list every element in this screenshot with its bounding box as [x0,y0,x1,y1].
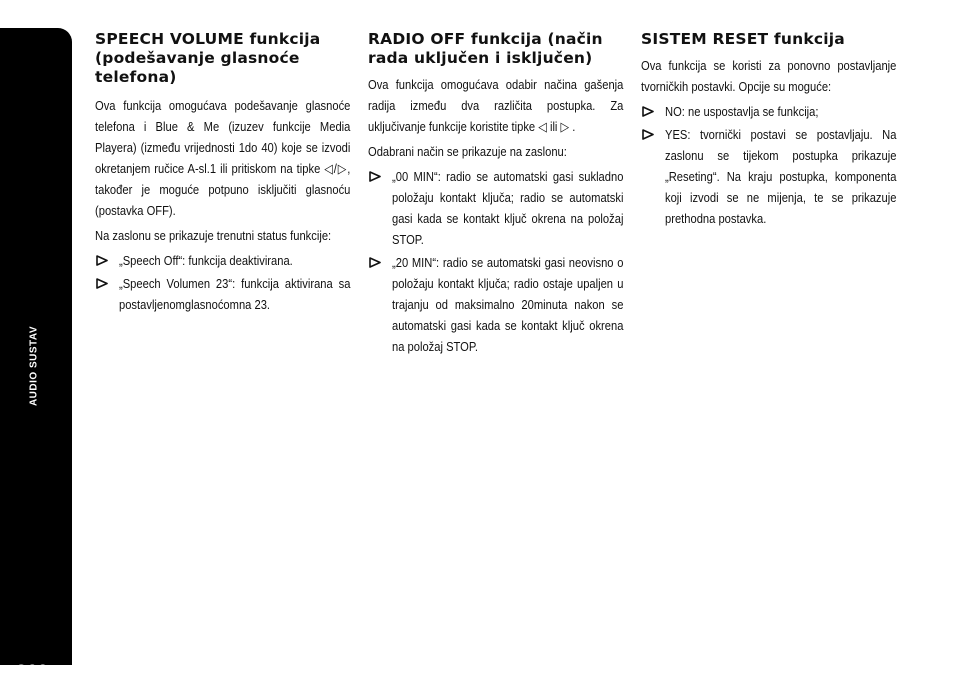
pointing-hand-bullet-icon [642,106,654,117]
list-item: YES: tvornički postavi se postavljaju. Na zaslonu se tijekom postupka prikazuje „Reseting“. Na kraju postupka, komponenta koji izvodi se ne mijenja, te se prikazuje prethodna postavka. [641,124,897,229]
paragraph: Ova funkcija omogućava odabir načina gašenja radija između dva različita postupka. Za uključivanje funkcije koristite tipke ◁ ili ▷ . [368,77,624,134]
column-radio-off [368,30,624,359]
paragraph: Odabrani način se prikazuje na zaslonu: [368,144,567,159]
bullet-list [95,250,351,315]
page-number: 266 [16,662,48,683]
sidebar-tab [0,28,72,683]
heading-sistem-reset: SISTEM RESET funkcija [641,30,845,48]
column-speech-volume [95,30,351,317]
bullet-list [641,101,897,229]
list-item: „20 MIN“: radio se automatski gasi neovisno o položaju kontakt ključa; radio ostaje upaljen u trajanju od maksimalno 20minuta nakon se automatski gasi kada se kontakt ključ okrena na položaj STOP. [368,252,624,357]
list-item: NO: ne uspostavlja se funkcija; [641,101,897,122]
pointing-hand-bullet-icon [96,255,108,266]
column-sistem-reset [641,30,897,231]
list-item: „Speech Volumen 23“: funkcija aktivirana sa postavljenomglasnoćomna 23. [95,273,351,315]
section-label: AUDIO SUSTAV [28,325,40,407]
pointing-hand-bullet-icon [369,257,381,268]
paragraph: Ova funkcija se koristi za ponovno postavljanje tvorničkih postavki. Opcije su moguće: [641,58,897,94]
bullet-list [368,166,624,357]
list-item: „00 MIN“: radio se automatski gasi sukladno položaju kontakt ključa; radio se automatski gasi kada se kontakt ključ okrena na položaj STOP. [368,166,624,250]
paragraph: Ova funkcija omogućava podešavanje glasnoće telefona i Blue & Me (izuzev funkcije Media Playera) (između vrijednosti 1do 40) koje se izvodi okretanjem ručice A-sl.1 ili pritiskom na tipke ◁/▷, također je moguće potpuno isključiti glasnoću (postavka OFF). [95,98,351,218]
pointing-hand-bullet-icon [642,129,654,140]
paragraph: Na zaslonu se prikazuje trenutni status funkcije: [95,228,332,243]
heading-radio-off: RADIO OFF funkcija (način rada uključen i isključen) [368,30,603,67]
heading-speech-volume: SPEECH VOLUME funkcija (podešavanje glasnoće telefona) [95,30,321,86]
pointing-hand-bullet-icon [96,278,108,289]
list-item: „Speech Off“: funkcija deaktivirana. [95,250,351,271]
pointing-hand-bullet-icon [369,171,381,182]
